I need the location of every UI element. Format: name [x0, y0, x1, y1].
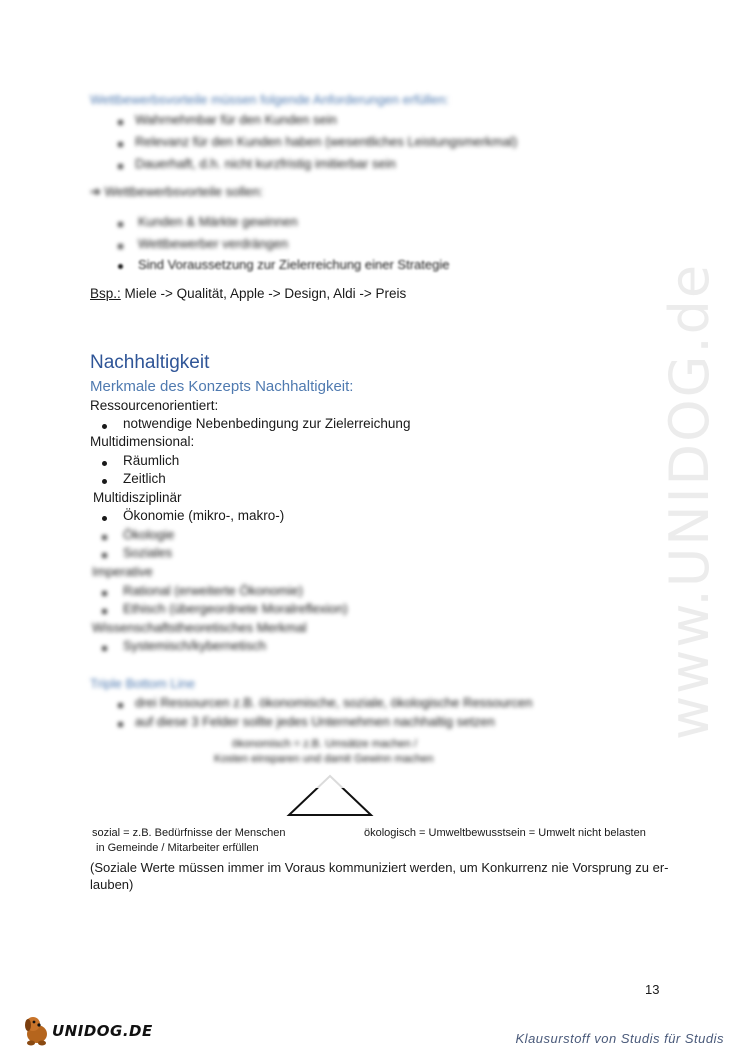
triangle-left-label: sozial = z.B. Bedürfnisse der Menschen — [92, 827, 286, 839]
section-title: Nachhaltigkeit — [90, 352, 210, 373]
bullet — [118, 142, 123, 147]
group-item: Soziales — [123, 545, 173, 560]
triangle-right-label: ökologisch = Umweltbewusstsein = Umwelt nicht belasten — [364, 827, 646, 839]
footer-tagline: Klausurstoff von Studis für Studis — [515, 1031, 724, 1046]
bullet — [102, 591, 107, 596]
bullet — [118, 120, 123, 125]
arrow-line: ➔ Wettbewerbsvorteile sollen: — [90, 184, 264, 199]
intro-heading: Wettbewerbsvorteile müssen folgende Anforderungen erfüllen: — [90, 92, 449, 107]
goal-item: Wettbewerber verdrängen — [138, 236, 289, 251]
group-item: Zeitlich — [123, 471, 166, 486]
bullet — [102, 646, 107, 651]
group-label: Multidimensional: — [90, 434, 195, 449]
bullet — [102, 424, 107, 429]
unidog-logo — [22, 1012, 152, 1048]
note-line: (Soziale Werte müssen immer im Voraus kommuniziert werden, um Konkurrenz nie Vorsprung zu er- — [90, 860, 669, 875]
triple-heading: Triple Bottom Line — [90, 676, 196, 691]
bullet — [118, 264, 123, 269]
bullet — [118, 703, 123, 708]
group-label: Wissenschaftstheoretisches Merkmal — [92, 620, 307, 635]
dog-icon — [22, 1012, 52, 1048]
goal-item: Sind Voraussetzung zur Zielerreichung einer Strategie — [138, 257, 450, 272]
group-label: Multidisziplinär — [93, 490, 182, 505]
bullet — [102, 516, 107, 521]
group-item: Ökologie — [123, 527, 175, 542]
group-item: notwendige Nebenbedingung zur Zielerreichung — [123, 416, 411, 431]
bullet — [102, 479, 107, 484]
example-line — [90, 286, 406, 301]
triangle-diagram — [285, 772, 375, 818]
triple-item: drei Ressourcen z.B. ökonomische, soziale, ökologische Ressourcen — [135, 695, 533, 710]
triangle-top-label: Kosten einsparen und damit Gewinn machen — [214, 753, 434, 765]
bullet — [102, 553, 107, 558]
bullet — [102, 609, 107, 614]
watermark: www.UNIDOG.de — [658, 262, 721, 740]
bullet — [118, 244, 123, 249]
section-subtitle: Merkmale des Konzepts Nachhaltigkeit: — [90, 378, 354, 395]
note-line: lauben) — [90, 877, 134, 892]
intro-item: Relevanz für den Kunden haben (wesentliches Leistungsmerkmal) — [135, 134, 518, 149]
bullet — [102, 461, 107, 466]
logo-text: UNIDOG.DE — [52, 1022, 153, 1040]
bullet — [118, 722, 123, 727]
triangle-top-label: ökonomisch = z.B. Umsätze machen / — [232, 738, 417, 750]
group-label: Imperative — [92, 564, 153, 579]
goal-item: Kunden & Märkte gewinnen — [138, 214, 298, 229]
intro-item: Dauerhaft, d.h. nicht kurzfristig imitierbar sein — [135, 156, 396, 171]
group-label: Ressourcenorientiert: — [90, 398, 219, 413]
triple-item: auf diese 3 Felder sollte jedes Unternehmen nachhaltig setzen — [135, 714, 495, 729]
triangle-left-label: in Gemeinde / Mitarbeiter erfüllen — [96, 842, 259, 854]
bullet — [118, 164, 123, 169]
intro-item: Wahrnehmbar für den Kunden sein — [135, 112, 337, 127]
group-item: Ökonomie (mikro-, makro-) — [123, 508, 285, 523]
group-item: Systemisch/kybernetisch — [123, 638, 267, 653]
group-item: Räumlich — [123, 453, 180, 468]
bullet — [118, 222, 123, 227]
example-label: Bsp.: — [90, 286, 121, 301]
group-item: Rational (erweiterte Ökonomie) — [123, 583, 303, 598]
bullet — [102, 535, 107, 540]
page-number: 13 — [645, 982, 660, 997]
group-item: Ethisch (übergeordnete Moralreflexion) — [123, 601, 348, 616]
example-text: Miele -> Qualität, Apple -> Design, Aldi -> Preis — [120, 286, 407, 301]
